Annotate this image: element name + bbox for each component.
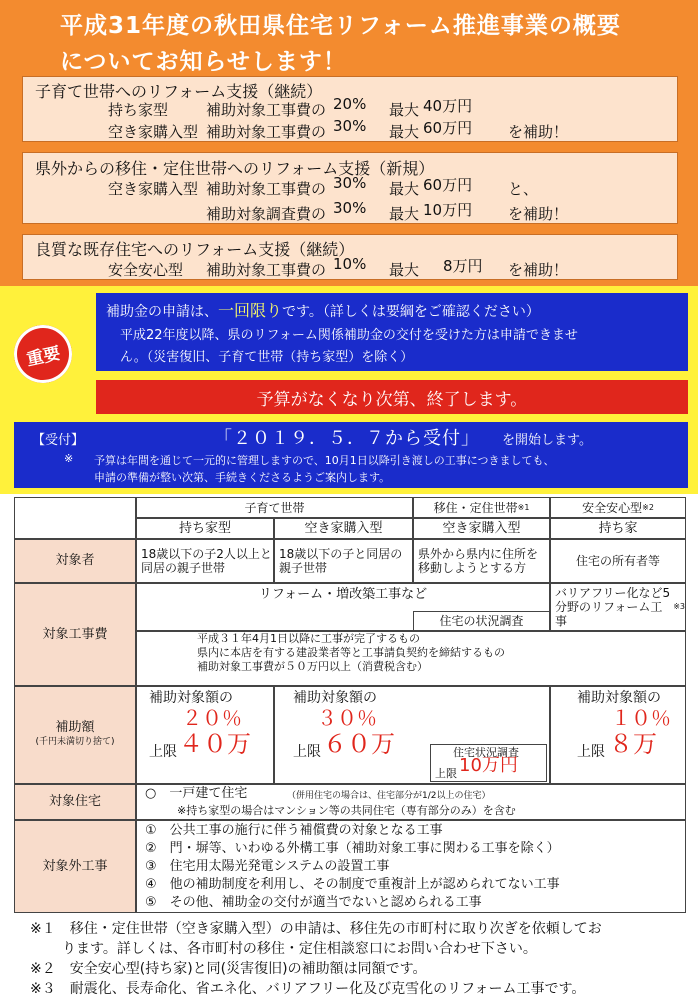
cell-amount-anzen (550, 686, 686, 784)
subheader-akiya-iju: 空き家購入型 (413, 518, 550, 539)
header-anzen (550, 497, 686, 518)
reception-note: 予算は年間を通じて一元的に管理しますので、10月1日以降引き渡しの工事につきましても、 (94, 454, 555, 467)
amount-head: 補助対象額の (149, 690, 233, 706)
max-amount: 60万円 (423, 176, 473, 194)
cell-excluded-list (136, 820, 686, 913)
box-heading: 良質な既存住宅へのリフォーム支援（継続） (35, 240, 355, 259)
reception-note: 申請の準備が整い次第、手続きくださるようご案内します。 (94, 471, 391, 484)
cap-amount: ８万 (609, 730, 657, 758)
condition-text: 平成３１年4月1日以降に工事が完了するもの (197, 632, 420, 645)
row-label-target: 対象者 (14, 539, 136, 583)
header-anzen-text: 安全安心型 (582, 500, 643, 515)
amount-head: 補助対象額の (293, 690, 377, 706)
cell-cost-anzen (550, 583, 686, 631)
support-box-kosodate (22, 76, 678, 142)
list-item: ① 公共工事の施行に伴う補償費の対象となる工事 (145, 822, 443, 838)
once-only-text: 一回限り (218, 301, 283, 320)
cap-label: 上限 (293, 744, 321, 760)
cap-amount: ６０万 (323, 730, 395, 758)
notice-text: 補助金の申請は、 (106, 304, 218, 320)
subsidy-percent: 30% (333, 174, 367, 192)
list-item: ④ 他の補助制度を利用し、その制度で重複計上が認められてない工事 (145, 876, 560, 892)
max-amount: 8万円 (443, 257, 483, 275)
cell-housing (136, 784, 686, 820)
type-label: 空き家購入型 (108, 180, 199, 198)
max-amount: 40万円 (423, 97, 473, 115)
list-item: ② 門・塀等、いわゆる外構工事（補助対象工事に関わる工事を除く） (145, 840, 560, 856)
max-label: 最大 (389, 261, 420, 279)
important-badge: 重要 (9, 320, 78, 389)
condition-text: 補助対象工事費が５０万円以上（消費税含む） (197, 660, 428, 673)
footnote-2: ※２ 安全安心型(持ち家)と同(災害復旧)の補助額は同額です。 (30, 961, 427, 977)
box-heading: 県外からの移住・定住世帯へのリフォーム支援（新規） (35, 159, 435, 178)
notice-text: 平成22年度以降、県のリフォーム関係補助金の交付を受けた方は申請できませ (120, 328, 578, 343)
subsidy-label: 補助対象工事費の (206, 261, 327, 279)
condition-text: 県内に本店を有する建設業者等と工事請負契約を締結するもの (197, 646, 505, 659)
subsidy-percent: 20% (333, 95, 367, 113)
cell-cost-main: リフォーム・増改築工事など (136, 583, 550, 631)
notice-text: ん。（災害復旧、子育て世帯（持ち家型）を除く） (120, 350, 414, 365)
cell-amount-mochiie (136, 686, 274, 784)
max-label: 最大 (389, 180, 420, 198)
notice-once-box (96, 293, 688, 371)
subsidy-percent: 10% (333, 255, 367, 273)
footnote-mark: ※2 (642, 502, 654, 512)
cell-target-anzen: 住宅の所有者等 (550, 539, 686, 583)
reception-tail: を開始します。 (502, 433, 592, 448)
row-label-cost: 対象工事費 (14, 583, 136, 686)
row-label-excluded: 対象外工事 (14, 820, 136, 913)
footnote-1-cont: ります。詳しくは、各市町村の移住・定住相談窓口にお問い合わせ下さい。 (62, 941, 537, 957)
cell-cost-conditions (136, 631, 686, 686)
type-label: 空き家購入型 (108, 123, 199, 141)
cap-amount: ４０万 (179, 730, 251, 758)
amount-label: 補助額 (55, 720, 95, 735)
max-label: 最大 (389, 205, 420, 223)
support-box-iju (22, 152, 678, 224)
cell-cost-survey: 住宅の状況調査 (413, 611, 550, 631)
cell-target-iju: 県外から県内に住所を移動しようとする方 (413, 539, 550, 583)
tail-text: を補助！ (508, 123, 569, 141)
amount-percent: ２０％ (182, 706, 242, 730)
list-item: ⑤ その他、補助金の交付が適当でないと認められる工事 (145, 894, 482, 910)
amount-sublabel: (千円未満切り捨て) (35, 737, 115, 747)
row-label-housing: 対象住宅 (14, 784, 136, 820)
max-amount: 10万円 (423, 201, 473, 219)
cell-target-mochiie: 18歳以下の子2人以上と同居の親子世帯 (136, 539, 274, 583)
type-label: 持ち家型 (108, 101, 169, 119)
subheader-mochiie: 持ち家型 (136, 518, 274, 539)
max-label: 最大 (389, 123, 420, 141)
note-mark: ※ (64, 452, 74, 465)
cap-amount: 10万円 (459, 755, 518, 776)
footnote-3: ※３ 耐震化、長寿命化、省エネ化、バリアフリー化及び克雪化のリフォーム工事です。 (30, 981, 586, 997)
row-label-amount (14, 686, 136, 784)
survey-label: 住宅状況調査 (453, 746, 519, 759)
support-box-anzen (22, 234, 678, 280)
reception-box (14, 422, 688, 488)
cap-label: 上限 (435, 767, 457, 780)
cell-target-akiya: 18歳以下の子と同居の親子世帯 (274, 539, 413, 583)
amount-percent: １０％ (611, 706, 671, 730)
cap-label: 上限 (149, 744, 177, 760)
subsidy-percent: 30% (333, 117, 367, 135)
list-item: ③ 住宅用太陽光発電システムの設置工事 (145, 858, 390, 874)
amount-head: 補助対象額の (577, 690, 661, 706)
tail-text: を補助！ (508, 261, 569, 279)
header-iju (413, 497, 550, 518)
housing-text: ※持ち家型の場合はマンション等の共同住宅（専有部分のみ）を含む (177, 804, 516, 817)
subheader-mochiie-anzen: 持ち家 (550, 518, 686, 539)
cell-survey-amount (430, 744, 547, 782)
subsidy-label: 補助対象工事費の (206, 123, 327, 141)
footnote-1: ※１ 移住・定住世帯（空き家購入型）の申請は、移住先の市町村に取り次ぎを依頼してお (30, 921, 602, 937)
type-label: 安全安心型 (108, 261, 184, 279)
subheader-akiya: 空き家購入型 (274, 518, 413, 539)
table-corner-cell (14, 497, 136, 539)
max-label: 最大 (389, 101, 420, 119)
reception-date: 「２０１９．５．７から受付」 (214, 428, 480, 449)
reception-label: 【受付】 (32, 433, 85, 448)
page-title: 平成31年度の秋田県住宅リフォーム推進事業の概要 についてお知らせします！ (60, 13, 621, 75)
tail-text: を補助！ (508, 205, 569, 223)
tail-text: と、 (508, 180, 539, 198)
housing-note: （併用住宅の場合は、住宅部分が1/2以上の住宅） (287, 791, 491, 801)
amount-percent: ３０％ (317, 706, 377, 730)
header-kosodate: 子育て世帯 (136, 497, 413, 518)
notice-text: です。（詳しくは要綱をご確認ください） (282, 304, 540, 320)
subsidy-label: 補助対象調査費の (206, 205, 327, 223)
subsidy-percent: 30% (333, 199, 367, 217)
max-amount: 60万円 (423, 119, 473, 137)
header-iju-text: 移住・定住世帯 (433, 500, 518, 515)
subsidy-label: 補助対象工事費の (206, 101, 327, 119)
footnote-mark: ※3 (673, 602, 685, 611)
cost-anzen-text: バリアフリー化など5分野のリフォーム工事 (555, 586, 671, 628)
subsidy-label: 補助対象工事費の (206, 180, 327, 198)
budget-notice-bar: 予算がなくなり次第、終了します。 (96, 380, 688, 414)
cap-label: 上限 (577, 744, 605, 760)
housing-text: ○ 一戸建て住宅 (145, 786, 248, 801)
box-heading: 子育て世帯へのリフォーム支援（継続） (35, 82, 323, 101)
footnote-mark: ※1 (517, 502, 530, 512)
